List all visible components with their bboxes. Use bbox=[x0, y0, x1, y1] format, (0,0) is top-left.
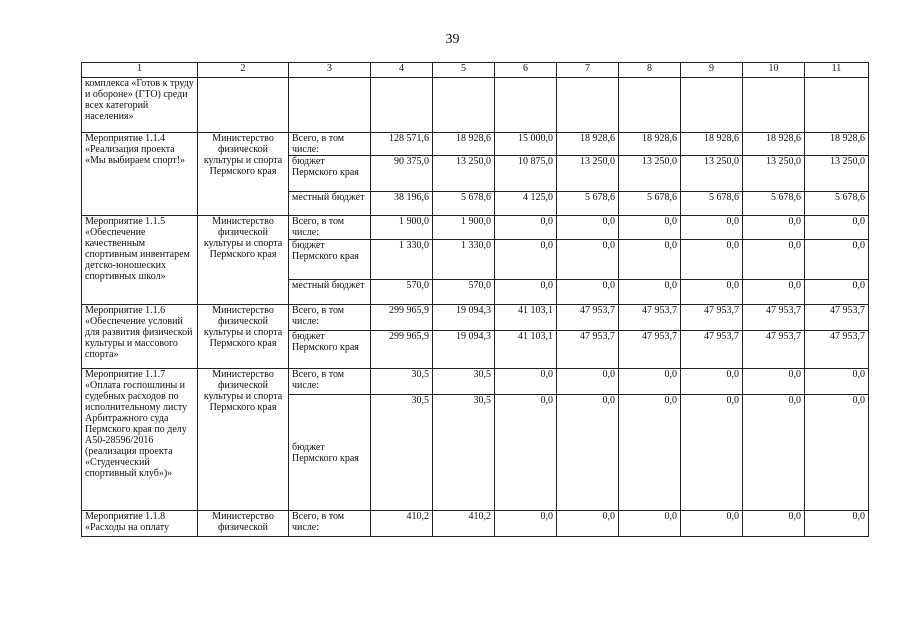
column-header: 11 bbox=[805, 63, 869, 78]
measure-name: Мероприятие 1.1.5 «Обеспечение качественным спортивным инвентарем детско-юношеских спортивных школ» bbox=[82, 216, 198, 305]
table-row: бюджет Пермского края 299 965,9 19 094,3 41 103,1 47 953,7 47 953,7 47 953,7 47 953,7 47 953,7 bbox=[82, 331, 869, 369]
header-row bbox=[82, 63, 869, 78]
budget-table bbox=[81, 62, 869, 537]
column-header: 9 bbox=[681, 63, 743, 78]
table-row: Мероприятие 1.1.4 «Реализация проекта «Мы выбираем спорт!» Министерство физической культуры и спорта Пермского края Всего, в том числе: 128 571,6 18 928,6 15 000,0 18 928,6 18 928,6 18 928,6 18 928,6 18 928,6 bbox=[82, 133, 869, 156]
page-number: 39 bbox=[445, 32, 460, 47]
source-total: Всего, в том числе: bbox=[289, 133, 371, 156]
column-header: 5 bbox=[433, 63, 495, 78]
table-row: бюджет Пермского края 90 375,0 13 250,0 10 875,0 13 250,0 13 250,0 13 250,0 13 250,0 13 250,0 bbox=[82, 156, 869, 192]
measure-name: Мероприятие 1.1.8 «Расходы на оплату bbox=[82, 511, 198, 537]
column-header: 10 bbox=[743, 63, 805, 78]
column-header: 7 bbox=[557, 63, 619, 78]
source-budget: бюджет Пермского края bbox=[289, 240, 371, 280]
column-header: 4 bbox=[371, 63, 433, 78]
table-row: местный бюджет 570,0 570,0 0,0 0,0 0,0 0,0 0,0 0,0 bbox=[82, 280, 869, 305]
table-row: Мероприятие 1.1.8 «Расходы на оплату Министерство физической Всего, в том числе: 410,2 410,2 0,0 0,0 0,0 0,0 0,0 0,0 bbox=[82, 511, 869, 537]
source-budget: бюджет Пермского края bbox=[289, 331, 371, 369]
organization: Министерство физической bbox=[198, 511, 289, 537]
column-header: 2 bbox=[198, 63, 289, 78]
table-row bbox=[82, 78, 869, 133]
source-local: местный бюджет bbox=[289, 192, 371, 216]
measure-name: комплекса «Готов к труду и обороне» (ГТО) среди всех категорий населения» bbox=[82, 78, 198, 133]
organization: Министерство физической культуры и спорта Пермского края bbox=[198, 369, 289, 511]
table-row: Мероприятие 1.1.5 «Обеспечение качественным спортивным инвентарем детско-юношеских спортивных школ» Министерство физической культуры и спорта Пермского края Всего, в том числе: 1 900,0 1 900,0 0,0 0,0 0,0 0,0 0,0 0,0 bbox=[82, 216, 869, 240]
table-row: Мероприятие 1.1.6 «Обеспечение условий для развития физической культуры и массового спорта» Министерство физической культуры и спорта Пермского края Всего, в том числе: 299 965,9 19 094,3 41 103,1 47 953,7 47 953,7 47 953,7 47 953,7 47 953,7 bbox=[82, 305, 869, 331]
column-header: 6 bbox=[495, 63, 557, 78]
column-header: 8 bbox=[619, 63, 681, 78]
column-header: 3 bbox=[289, 63, 371, 78]
column-header: 1 bbox=[82, 63, 198, 78]
organization: Министерство физической культуры и спорта Пермского края bbox=[198, 133, 289, 216]
measure-name: Мероприятие 1.1.6 «Обеспечение условий для развития физической культуры и массового спорта» bbox=[82, 305, 198, 369]
source-budget: бюджет Пермского края bbox=[289, 156, 371, 192]
table-row: Мероприятие 1.1.7 «Оплата госпошлины и судебных расходов по исполнительному листу Арбитражного суда Пермского края по делу А50-28596/2016 (реализация проекта «Студенческий спортивный клуб»)» Министерство физической культуры и спорта Пермского края Всего, в том числе: 30,5 30,5 0,0 0,0 0,0 0,0 0,0 0,0 bbox=[82, 369, 869, 395]
source-total: Всего, в том числе: bbox=[289, 216, 371, 240]
source-total: Всего, в том числе: bbox=[289, 369, 371, 395]
table-row: бюджет Пермского края 30,5 30,5 0,0 0,0 0,0 0,0 0,0 0,0 bbox=[82, 395, 869, 511]
organization: Министерство физической культуры и спорта Пермского края bbox=[198, 305, 289, 369]
measure-name: Мероприятие 1.1.7 «Оплата госпошлины и судебных расходов по исполнительному листу Арбитражного суда Пермского края по делу А50-28596/2016 (реализация проекта «Студенческий спортивный клуб»)» bbox=[82, 369, 198, 511]
measure-name: Мероприятие 1.1.4 «Реализация проекта «Мы выбираем спорт!» bbox=[82, 133, 198, 216]
source-budget: бюджет Пермского края bbox=[289, 395, 371, 511]
source-total: Всего, в том числе: bbox=[289, 305, 371, 331]
source-total: Всего, в том числе: bbox=[289, 511, 371, 537]
source-local: местный бюджет bbox=[289, 280, 371, 305]
organization: Министерство физической культуры и спорта Пермского края bbox=[198, 216, 289, 305]
table-row: бюджет Пермского края 1 330,0 1 330,0 0,0 0,0 0,0 0,0 0,0 0,0 bbox=[82, 240, 869, 280]
table-row: местный бюджет 38 196,6 5 678,6 4 125,0 5 678,6 5 678,6 5 678,6 5 678,6 5 678,6 bbox=[82, 192, 869, 216]
